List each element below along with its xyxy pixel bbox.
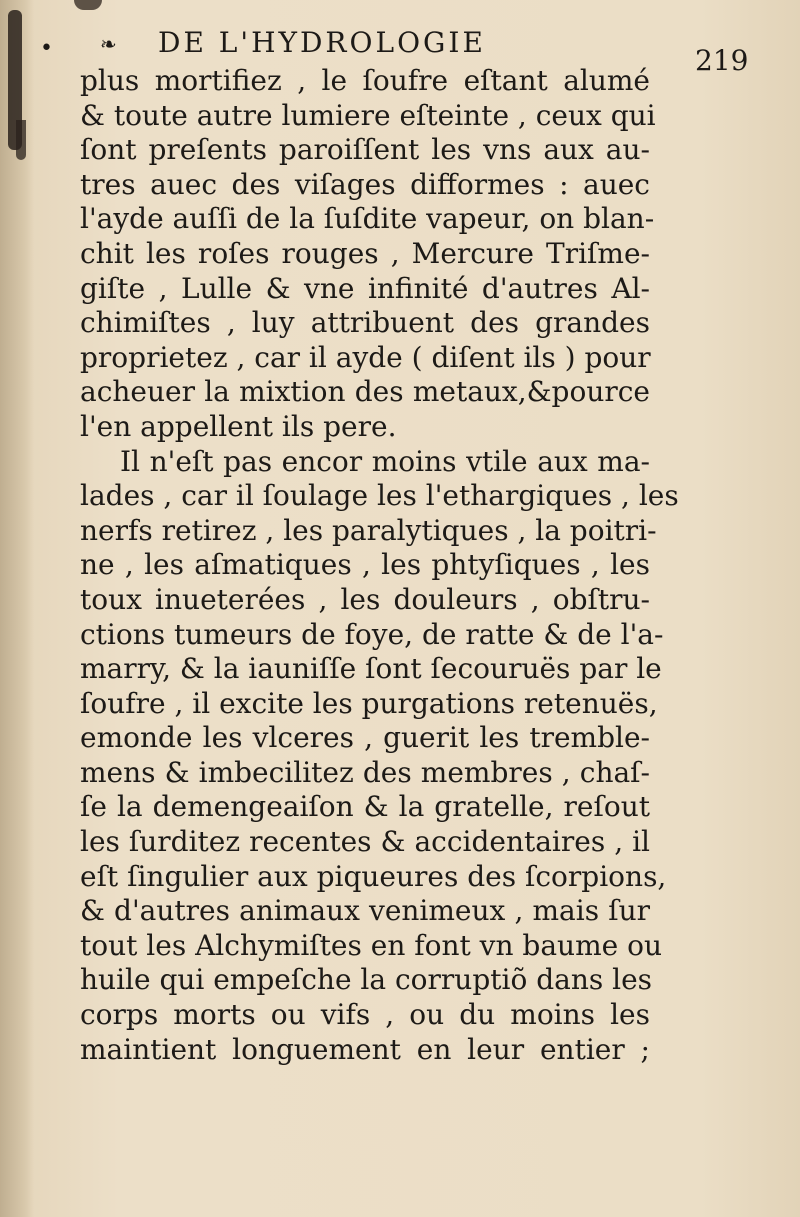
text-line: ctions tumeurs de foye, de ratte & de l'a- xyxy=(80,617,664,651)
text-line: ſont preſents paroiſſent les vns aux au- xyxy=(80,133,650,167)
text-line: proprietez , car il ayde ( diſent ils ) pour xyxy=(80,340,651,374)
text-line: marry, & la iauniſſe ſont ſecouruës par le xyxy=(80,652,662,686)
body-text xyxy=(80,64,679,1067)
text-line: & toute autre lumiere eſteinte , ceux qui xyxy=(80,98,656,132)
text-line: nerfs retirez , les paralytiques , la poitri- xyxy=(80,513,657,547)
text-line: & d'autres animaux venimeux , mais ſur xyxy=(80,894,650,928)
text-line: l'en appellent ils pere. xyxy=(80,409,397,443)
text-line: eſt ſingulier aux piqueures des ſcorpions, xyxy=(80,859,667,893)
text-line: acheuer la mixtion des metaux,&pource xyxy=(80,375,650,409)
text-line: chit les roſes rouges , Mercure Triſme- xyxy=(80,236,650,270)
running-head: DE L'HYDROLOGIE xyxy=(158,26,486,59)
page-header xyxy=(100,22,749,77)
ink-smudge xyxy=(74,0,102,10)
text-line: ſe la demengeaiſon & la gratelle, reſout xyxy=(80,790,650,824)
text-line: tout les Alchymiſtes en font vn baume ou xyxy=(80,928,662,962)
text-line: tres auec des viſages difformes : auec xyxy=(80,167,650,201)
paragraph-first-line: Il n'eſt pas encor moins vtile aux ma- xyxy=(120,444,650,478)
margin-bullet: • xyxy=(40,36,53,61)
binding-gutter xyxy=(0,0,34,1217)
binding-stain-lower xyxy=(16,120,26,160)
text-line: giſte , Lulle & vne infinité d'autres Al- xyxy=(80,271,650,305)
text-line: lades , car il ſoulage les l'ethargiques , les xyxy=(80,479,679,513)
text-line: ſoufre , il excite les purgations retenuës, xyxy=(80,686,658,720)
text-line: les ſurditez recentes & accidentaires , il xyxy=(80,825,650,859)
text-line: plus mortifiez , le ſoufre eſtant alumé xyxy=(80,64,650,97)
text-line: toux inueterées , les douleurs , obſtru- xyxy=(80,582,650,616)
page-number: 219 xyxy=(695,44,749,77)
text-line: emonde les vlceres , guerit les tremble- xyxy=(80,721,650,755)
text-line: huile qui empeſche la corruptiõ dans les xyxy=(80,963,653,997)
text-line: ne , les aſmatiques , les phtyſiques , les xyxy=(80,548,650,582)
text-line: chimiſtes , luy attribuent des grandes xyxy=(80,306,650,340)
text-line: l'ayde auſſi de la ſuſdite vapeur, on blan- xyxy=(80,202,655,236)
text-line: maintient longuement en leur entier ; xyxy=(80,1032,650,1066)
text-line: corps morts ou vifs , ou du moins les xyxy=(80,998,650,1032)
fleuron-icon: ❧ xyxy=(100,32,117,56)
text-line: mens & imbecilitez des membres , chaſ- xyxy=(80,755,650,789)
